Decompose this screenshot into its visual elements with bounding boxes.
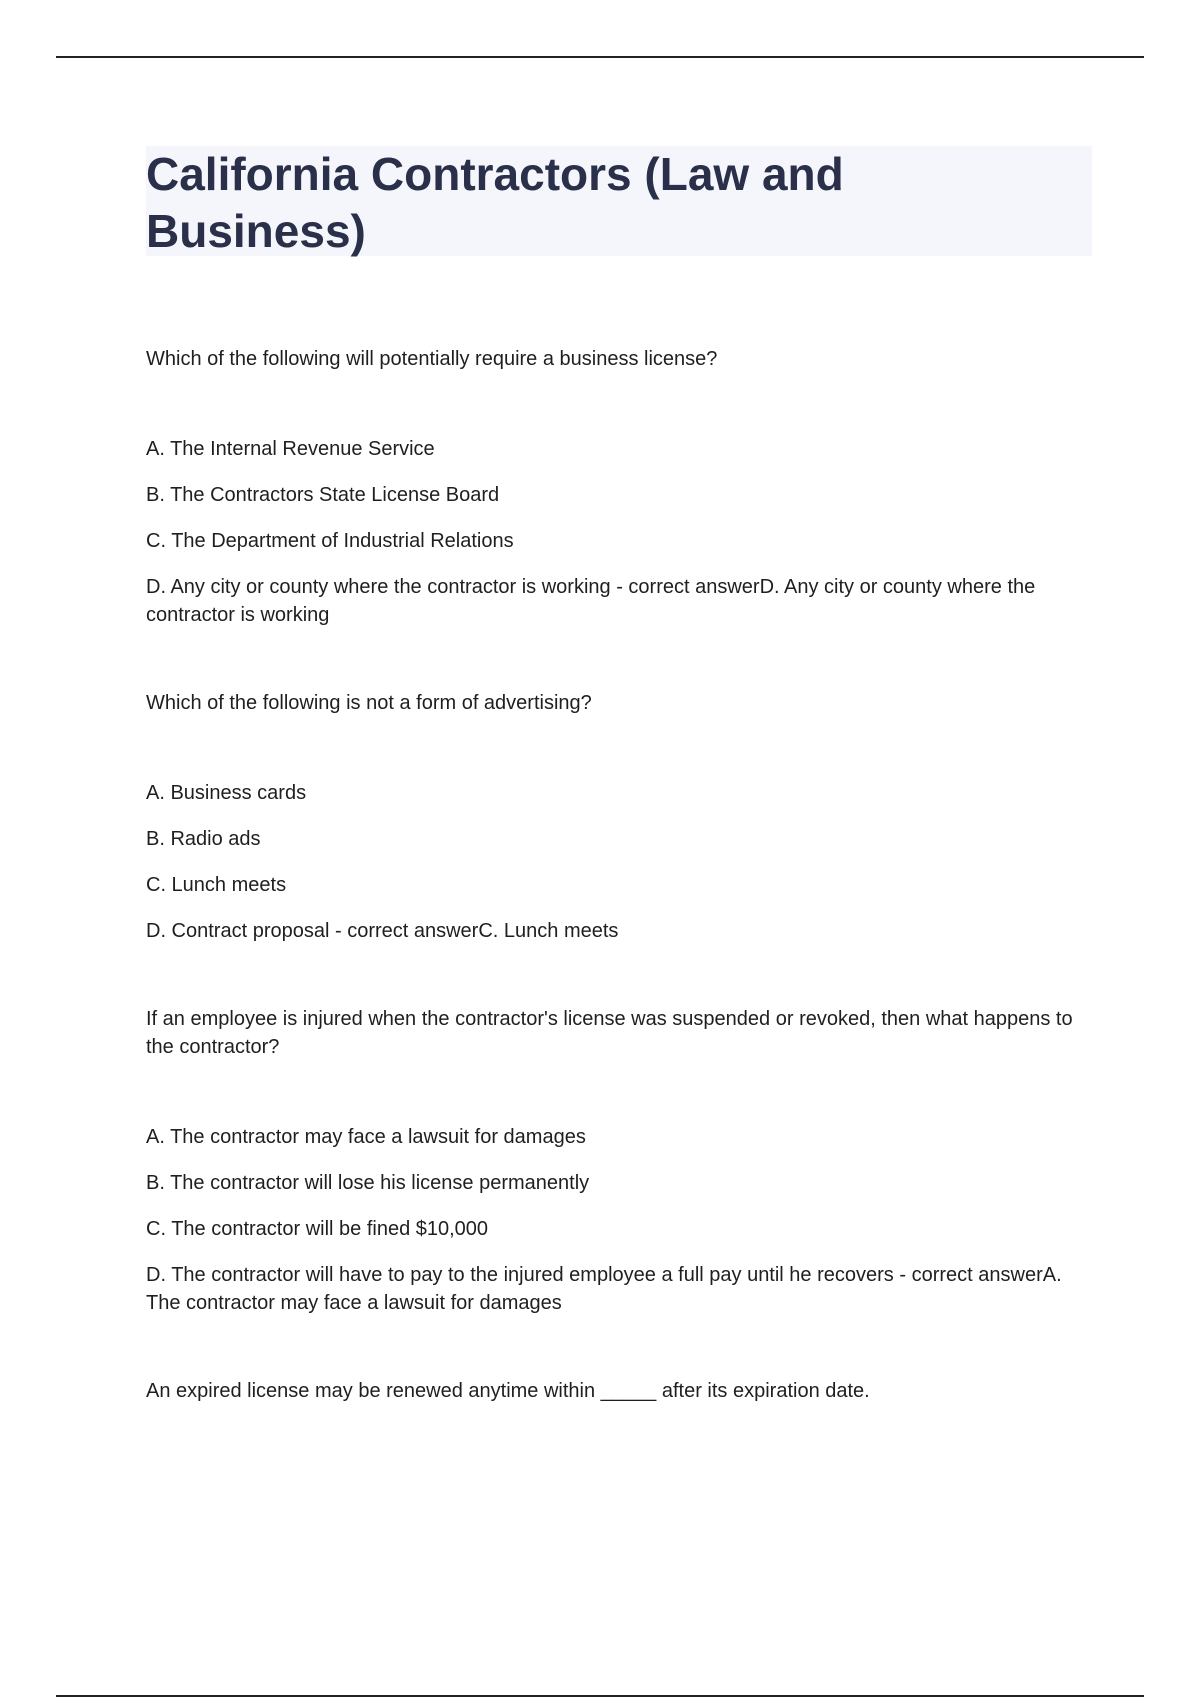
question-text: Which of the following will potentially require a business license?	[146, 348, 718, 370]
option-d: D. The contractor will have to pay to the injured employee a full pay until he recovers - correct answerA. The contractor may face a lawsuit for damages	[146, 1264, 1062, 1314]
option-b: B. The contractor will lose his license permanently	[146, 1172, 590, 1194]
question-block-3	[146, 1005, 1092, 1317]
page-title: California Contractors (Law and Business)	[146, 148, 844, 257]
option-d: D. Contract proposal - correct answerC. Lunch meets	[146, 920, 619, 942]
question-text: If an employee is injured when the contractor's license was suspended or revoked, then what happens to the contractor?	[146, 1008, 1073, 1058]
option-a: A. Business cards	[146, 782, 307, 804]
option-a: A. The Internal Revenue Service	[146, 438, 435, 460]
answer-options	[146, 1123, 1092, 1317]
option-b: B. The Contractors State License Board	[146, 484, 500, 506]
question-block-2	[146, 689, 1092, 945]
answer-options	[146, 435, 1092, 629]
title-banner	[146, 146, 1092, 256]
option-d: D. Any city or county where the contractor is working - correct answerD. Any city or county where the contractor is working	[146, 576, 1036, 626]
question-text: Which of the following is not a form of advertising?	[146, 692, 592, 714]
top-rule	[56, 56, 1144, 58]
option-a: A. The contractor may face a lawsuit for damages	[146, 1126, 586, 1148]
option-c: C. The Department of Industrial Relations	[146, 530, 514, 552]
question-text: An expired license may be renewed anytime within _____ after its expiration date.	[146, 1380, 870, 1402]
question-block-1	[146, 345, 1092, 629]
option-c: C. The contractor will be fined $10,000	[146, 1218, 489, 1240]
option-b: B. Radio ads	[146, 828, 261, 850]
answer-options	[146, 779, 1092, 945]
option-c: C. Lunch meets	[146, 874, 287, 896]
question-block-4	[146, 1377, 1092, 1405]
bottom-rule	[56, 1695, 1144, 1697]
question-list	[146, 345, 1092, 1465]
